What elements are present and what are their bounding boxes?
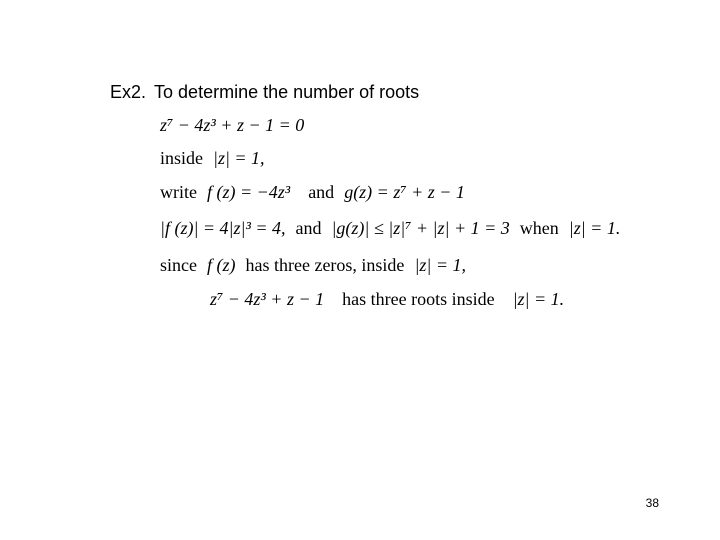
- since-line: [160, 256, 466, 274]
- heading-text: To determine the number of roots: [154, 82, 420, 102]
- f-definition: f (z) = −4z³: [206, 182, 291, 202]
- f-bound: |f (z)| = 4|z|³ = 4,: [160, 218, 286, 238]
- circle-condition: |z| = 1,: [213, 148, 265, 168]
- when-condition: |z| = 1.: [568, 218, 621, 238]
- equation-line: [160, 116, 304, 134]
- and-word: and: [308, 182, 335, 202]
- slide-heading: [110, 82, 419, 103]
- write-line: [160, 183, 465, 201]
- page-number: 38: [645, 496, 659, 510]
- since-word: since: [160, 255, 197, 275]
- conclusion-line: [210, 290, 564, 308]
- conclusion-condition: |z| = 1.: [512, 289, 565, 309]
- inside-word: inside: [160, 148, 203, 168]
- write-word: write: [160, 182, 197, 202]
- g-definition: g(z) = z⁷ + z − 1: [344, 182, 465, 202]
- conclusion-text: has three roots inside: [342, 289, 495, 309]
- when-word: when: [519, 218, 559, 238]
- conclusion-polynomial: z⁷ − 4z³ + z − 1: [210, 289, 325, 309]
- bound-line: [160, 219, 620, 237]
- since-text: has three zeros, inside: [245, 255, 405, 275]
- f-reference: f (z): [206, 255, 236, 275]
- since-condition: |z| = 1,: [414, 255, 466, 275]
- equation: z⁷ − 4z³ + z − 1 = 0: [160, 115, 305, 135]
- example-label: Ex2.: [110, 82, 147, 102]
- g-bound: |g(z)| ≤ |z|⁷ + |z| + 1 = 3: [331, 218, 510, 238]
- inside-line: [160, 149, 265, 167]
- and-word-2: and: [295, 218, 322, 238]
